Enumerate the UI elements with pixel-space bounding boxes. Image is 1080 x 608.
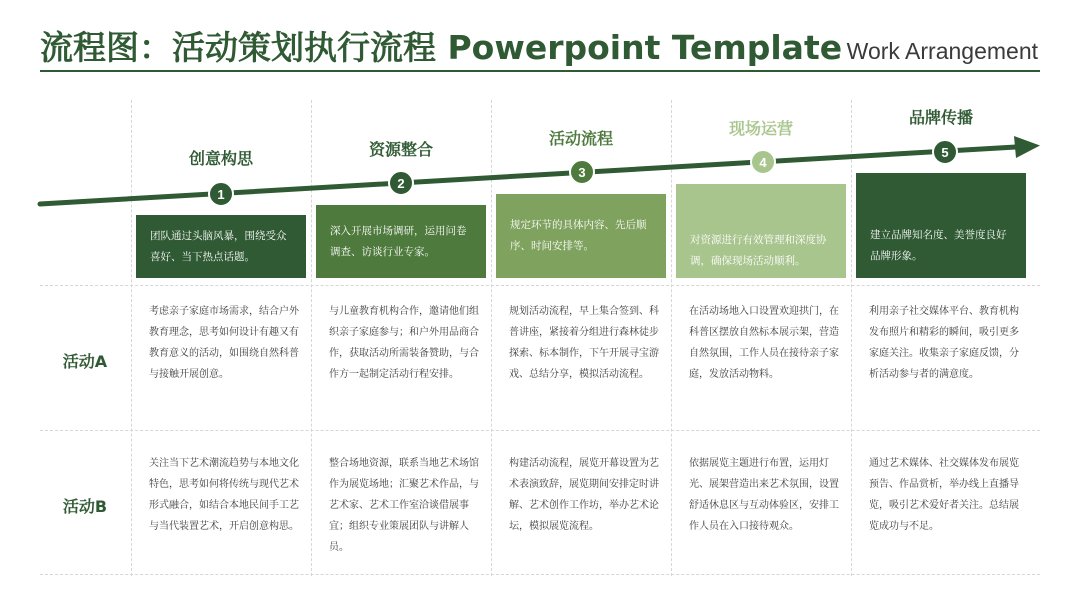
step-number-2: 2 xyxy=(388,170,414,196)
phase-desc-4: 对资源进行有效管理和深度协调，确保现场活动顺利。 xyxy=(676,184,846,278)
row-label-b: 活动B xyxy=(62,497,108,516)
phase-title-2: 资源整合 xyxy=(368,140,433,159)
cell-a-5: 利用亲子社交媒体平台、教育机构发布照片和精彩的瞬间，吸引更多家庭关注。收集亲子家庭反馈，分析活动参与者的满意度。 xyxy=(869,306,1019,380)
phase-desc-3: 规定环节的具体内容、先后顺序、时间安排等。 xyxy=(496,194,666,278)
page-subtitle: Work Arrangement xyxy=(846,38,1038,64)
cell-a-4: 在活动场地入口设置欢迎拱门，在科普区摆放自然标本展示架，营造自然氛围，工作人员在接待亲子家庭，发放活动物料。 xyxy=(689,306,839,380)
cell-a-1: 考虑亲子家庭市场需求，结合户外教育理念，思考如何设计有趣又有教育意义的活动，如围绕自然科普与接触开展创意。 xyxy=(149,306,299,380)
phase-title-5: 品牌传播 xyxy=(908,108,973,127)
step-number-4: 4 xyxy=(750,149,776,175)
cell-b-4: 依据展览主题进行布置，运用灯光、展架营造出来艺术氛围，设置舒适休息区与互动体验区，安排工作人员在入口接待观众。 xyxy=(689,458,839,532)
cell-a-2: 与儿童教育机构合作，邀请他们组织亲子家庭参与；和户外用品商合作，获取活动所需装备赞助，与合作方一起制定活动行程安排。 xyxy=(329,306,479,380)
cell-a-3: 规划活动流程，早上集合签到、科普讲座，紧接着分组进行森林徒步探索、标本制作，下午开展寻宝游戏、总结分享，模拟活动流程。 xyxy=(509,306,659,380)
phase-desc-5: 建立品牌知名度、美誉度良好品牌形象。 xyxy=(856,173,1026,278)
step-number-3: 3 xyxy=(569,159,595,185)
phase-desc-2: 深入开展市场调研，运用问卷调查、访谈行业专家。 xyxy=(316,205,486,278)
cell-b-2: 整合场地资源，联系当地艺术场馆作为展览场地；汇聚艺术作品，与艺术家、艺术工作室洽谈借展事宜；组织专业策展团队与讲解人员。 xyxy=(329,458,479,553)
cell-b-1: 关注当下艺术潮流趋势与本地文化特色，思考如何将传统与现代艺术形式融合，如结合本地民间手工艺与当代装置艺术，开启创意构思。 xyxy=(149,458,299,532)
phase-desc-1: 团队通过头脑风暴，围绕受众喜好、当下热点话题。 xyxy=(136,215,306,278)
step-number-1: 1 xyxy=(208,181,234,207)
step-number-5: 5 xyxy=(932,139,958,165)
phase-title-4: 现场运营 xyxy=(728,119,793,138)
phase-title-3: 活动流程 xyxy=(548,129,613,148)
page-title: 流程图：活动策划执行流程 Powerpoint Template xyxy=(40,28,843,67)
phase-title-1: 创意构思 xyxy=(188,149,253,168)
cell-b-5: 通过艺术媒体、社交媒体发布展览预告、作品赏析，举办线上直播导览，吸引艺术爱好者关注。总结展览成功与不足。 xyxy=(869,458,1019,532)
row-label-a: 活动A xyxy=(62,352,108,371)
cell-b-3: 构建活动流程，展览开幕设置为艺术表演致辞，展览期间安排定时讲解、艺术创作工作坊，举办艺术论坛，模拟展览流程。 xyxy=(509,458,659,532)
